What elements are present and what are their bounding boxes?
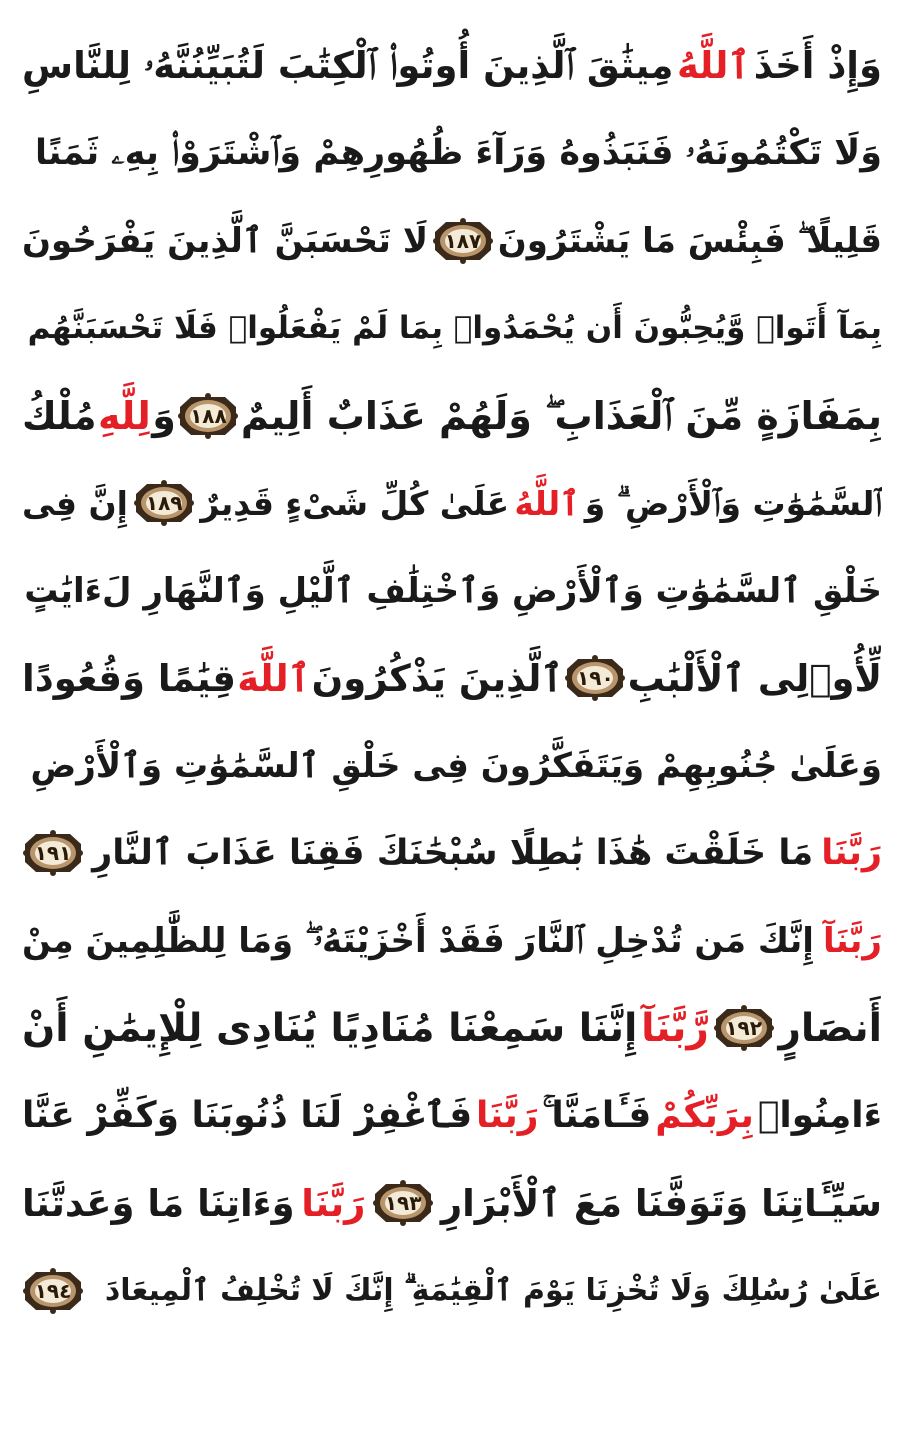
verse-line bbox=[22, 197, 882, 285]
verse-text: وَإِذْ أَخَذَ bbox=[753, 44, 882, 88]
ayah-number-marker bbox=[177, 393, 239, 439]
verse-lines bbox=[22, 22, 882, 1335]
divine-name-text: ٱللَّهَ bbox=[237, 656, 311, 700]
divine-name-text: رَّبَّنَآ bbox=[641, 1005, 709, 1051]
divine-name-text: لِلَّهِ bbox=[97, 393, 151, 438]
ayah-number: ١٩٠ bbox=[577, 666, 614, 691]
ayah-number: ١٨٨ bbox=[190, 403, 227, 428]
divine-name-text: رَبَّنَا bbox=[476, 1094, 539, 1136]
verse-text: بِمَفَازَةٍ مِّنَ ٱلْعَذَابِ ۖ وَلَهُمْ عَذَابٌ أَلِيمٌ bbox=[240, 393, 882, 438]
verse-text: ٱلَّذِينَ يَذْكُرُونَ bbox=[311, 656, 564, 700]
verse-text: أَنصَارٍ bbox=[778, 1005, 882, 1051]
verse-line bbox=[22, 635, 882, 723]
verse-text: وَلَا تَكْتُمُونَهُۥ فَنَبَذُوهُ وَرَآءَ ظُهُورِهِمْ وَٱشْتَرَوْا۟ بِهِۦ ثَمَنًا bbox=[35, 132, 882, 173]
ayah-number: ١٩٣ bbox=[384, 1191, 422, 1216]
verse-text: لِّأُو۟لِى ٱلْأَلْبَٰبِ bbox=[627, 656, 882, 700]
verse-text: مُلْكُ bbox=[22, 393, 97, 438]
ayah-number-marker bbox=[432, 218, 494, 264]
verse-text: عَلَىٰ رُسُلِكَ وَلَا تُخْزِنَا يَوْمَ ٱلْقِيَٰمَةِ ۗ إِنَّكَ لَا تُخْلِفُ ٱلْمِيعَادَ bbox=[104, 1272, 882, 1308]
verse-line bbox=[22, 372, 882, 460]
verse-line bbox=[22, 1072, 882, 1160]
verse-text: خَلْقِ ٱلسَّمَٰوَٰتِ وَٱلْأَرْضِ وَٱخْتِلَٰفِ ٱلَّيْلِ وَٱلنَّهَارِ لَءَايَٰتٍ bbox=[24, 570, 882, 611]
verse-line bbox=[22, 22, 882, 110]
verse-text: ءَامِنُوا۟ bbox=[757, 1094, 882, 1136]
verse-text: فَـَٔامَنَّا ۚ bbox=[542, 1094, 652, 1136]
verse-line bbox=[22, 1247, 882, 1335]
verse-line bbox=[22, 110, 882, 198]
verse-line bbox=[22, 810, 882, 898]
verse-line bbox=[22, 985, 882, 1073]
verse-text: عَلَىٰ كُلِّ شَىْءٍ قَدِيرٌ bbox=[200, 483, 510, 523]
divine-name-text: ٱللَّهُ bbox=[514, 483, 580, 523]
verse-text: فَٱغْفِرْ لَنَا ذُنُوبَنَا وَكَفِّرْ عَنَّا bbox=[22, 1094, 473, 1136]
verse-text: وَعَلَىٰ جُنُوبِهِمْ وَيَتَفَكَّرُونَ فِى خَلْقِ ٱلسَّمَٰوَٰتِ وَٱلْأَرْضِ bbox=[30, 745, 882, 786]
ayah-number-marker bbox=[22, 1268, 84, 1314]
verse-text: لَا تَحْسَبَنَّ ٱلَّذِينَ يَفْرَحُونَ bbox=[22, 220, 429, 261]
verse-text: بِمَآ أَتَوا۟ وَّيُحِبُّونَ أَن يُحْمَدُوا۟ بِمَا لَمْ يَفْعَلُوا۟ فَلَا تَحْسَبَنَّهُم bbox=[27, 309, 882, 346]
ayah-number-marker bbox=[372, 1180, 434, 1226]
verse-text: سَيِّـَٔاتِنَا وَتَوَفَّنَا مَعَ ٱلْأَبْرَارِ bbox=[440, 1181, 882, 1225]
verse-text: ٱلسَّمَٰوَٰتِ وَٱلْأَرْضِ ۗ وَ bbox=[584, 483, 882, 523]
ayah-number: ١٩١ bbox=[34, 841, 72, 866]
verse-text: إِنَّكَ مَن تُدْخِلِ ٱلنَّارَ فَقَدْ أَخْزَيْتَهُۥ ۖ وَمَا لِلظَّٰلِمِينَ مِنْ bbox=[22, 920, 814, 961]
ayah-number-marker bbox=[564, 655, 626, 701]
verse-text: مَا خَلَقْتَ هَٰذَا بَٰطِلًا سُبْحَٰنَكَ فَقِنَا عَذَابَ ٱلنَّارِ bbox=[92, 832, 814, 873]
verse-line bbox=[22, 547, 882, 635]
verse-line bbox=[22, 460, 882, 548]
divine-name-text: رَبَّنَا bbox=[301, 1181, 366, 1225]
verse-text: إِنَّنَا سَمِعْنَا مُنَادِيًا يُنَادِى لِلْإِيمَٰنِ أَنْ bbox=[22, 1005, 638, 1051]
verse-text: وَءَاتِنَا مَا وَعَدتَّنَا bbox=[22, 1181, 295, 1225]
ayah-number-marker bbox=[22, 830, 84, 876]
verse-text: وَ bbox=[152, 393, 176, 438]
ayah-number-marker bbox=[713, 1005, 775, 1051]
verse-line bbox=[22, 722, 882, 810]
divine-name-text: ٱللَّهُ bbox=[676, 44, 751, 88]
divine-name-text: رَبَّنَآ bbox=[823, 920, 882, 961]
divine-name-text: بِرَبِّكُمْ bbox=[655, 1094, 754, 1136]
ayah-number-marker bbox=[133, 480, 195, 526]
verse-line bbox=[22, 897, 882, 985]
ayah-number: ١٨٧ bbox=[444, 228, 482, 253]
verse-line bbox=[22, 285, 882, 373]
verse-text: إِنَّ فِى bbox=[22, 483, 128, 523]
verse-text: قِيَٰمًا وَقُعُودًا bbox=[22, 656, 236, 700]
divine-name-text: رَبَّنَا bbox=[821, 832, 882, 873]
ayah-number: ١٩٢ bbox=[725, 1016, 762, 1041]
verse-text: مِيثَٰقَ ٱلَّذِينَ أُوتُوا۟ ٱلْكِتَٰبَ لَتُبَيِّنُنَّهُۥ لِلنَّاسِ bbox=[22, 44, 674, 88]
ayah-number: ١٨٩ bbox=[145, 491, 183, 516]
verse-line bbox=[22, 1160, 882, 1248]
verse-text: قَلِيلًا ۖ فَبِئْسَ مَا يَشْتَرُونَ bbox=[497, 220, 882, 261]
ayah-number: ١٩٤ bbox=[34, 1278, 72, 1303]
